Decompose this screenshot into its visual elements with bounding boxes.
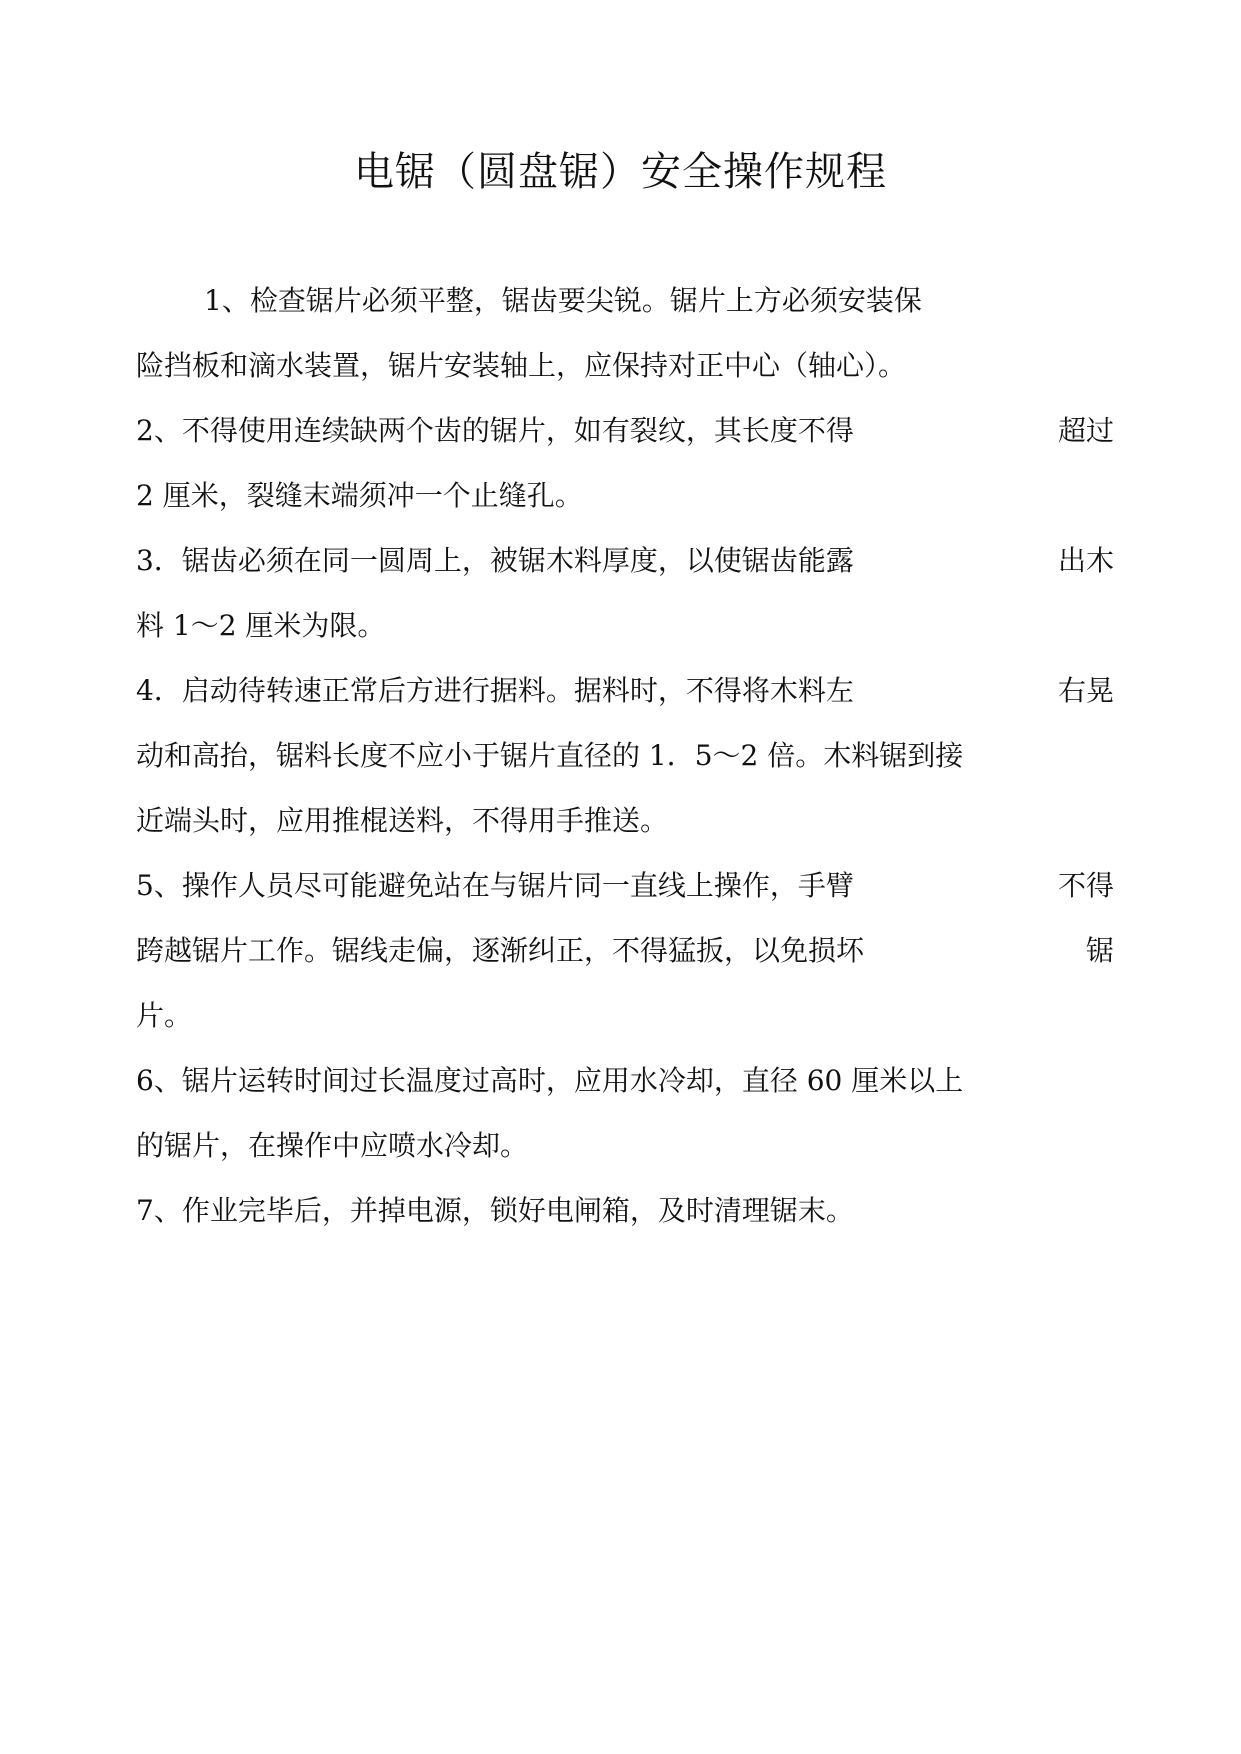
rule-3-line-1-tail: 出木 <box>1057 544 1114 577</box>
rule-4-line-1 <box>136 658 1114 723</box>
rule-4-line-1-main: 4．启动待转速正常后方进行据料。据料时，不得将木料左 <box>136 674 854 707</box>
rule-3-line-2: 料 1～2 厘米为限。 <box>136 609 386 642</box>
rule-3-line-1-main: 3．锯齿必须在同一圆周上，被锯木料厚度，以使锯齿能露 <box>136 544 854 577</box>
rule-6-line-1: 6、锯片运转时间过长温度过高时，应用水冷却，直径 60 厘米以上 <box>136 1064 964 1097</box>
page-title: 电锯（圆盘锯）安全操作规程 <box>354 149 887 195</box>
rule-2-line-1-tail: 超过 <box>1057 414 1114 447</box>
rule-5-line-2-main: 跨越锯片工作。锯线走偏，逐渐纠正，不得猛扳，以免损坏 <box>136 934 865 967</box>
rule-6-line-2: 的锯片，在操作中应喷水冷却。 <box>136 1129 529 1162</box>
rule-2-line-1-main: 2、不得使用连续缺两个齿的锯片，如有裂纹，其长度不得 <box>136 414 854 447</box>
rule-2-line-1 <box>136 398 1114 463</box>
rule-5-line-2-tail: 锯 <box>1085 934 1114 967</box>
rule-5-line-2 <box>136 918 1114 983</box>
rule-2-line-2: 2 厘米，裂缝末端须冲一个止缝孔。 <box>136 479 583 512</box>
rule-7-line-1: 7、作业完毕后，并掉电源，锁好电闸箱，及时清理锯末。 <box>136 1194 854 1227</box>
rule-5-line-3: 片。 <box>136 999 193 1032</box>
rule-4-line-3: 近端头时，应用推棍送料，不得用手推送。 <box>136 804 669 837</box>
rule-1-line-1: 1、检查锯片必须平整，锯齿要尖锐。锯片上方必须安装保 <box>204 284 922 317</box>
rule-4-line-1-tail: 右晃 <box>1057 674 1114 707</box>
document-body <box>136 268 1114 1243</box>
rule-5-line-1-main: 5、操作人员尽可能避免站在与锯片同一直线上操作，手臂 <box>136 869 854 902</box>
rule-5-line-1 <box>136 853 1114 918</box>
rule-3-line-1 <box>136 528 1114 593</box>
rule-1-line-2: 险挡板和滴水装置，锯片安装轴上，应保持对正中心（轴心）。 <box>136 349 907 382</box>
rule-5-line-1-tail: 不得 <box>1057 869 1114 902</box>
rule-4-line-2: 动和高抬，锯料长度不应小于锯片直径的 1．5～2 倍。木料锯到接 <box>136 739 964 772</box>
